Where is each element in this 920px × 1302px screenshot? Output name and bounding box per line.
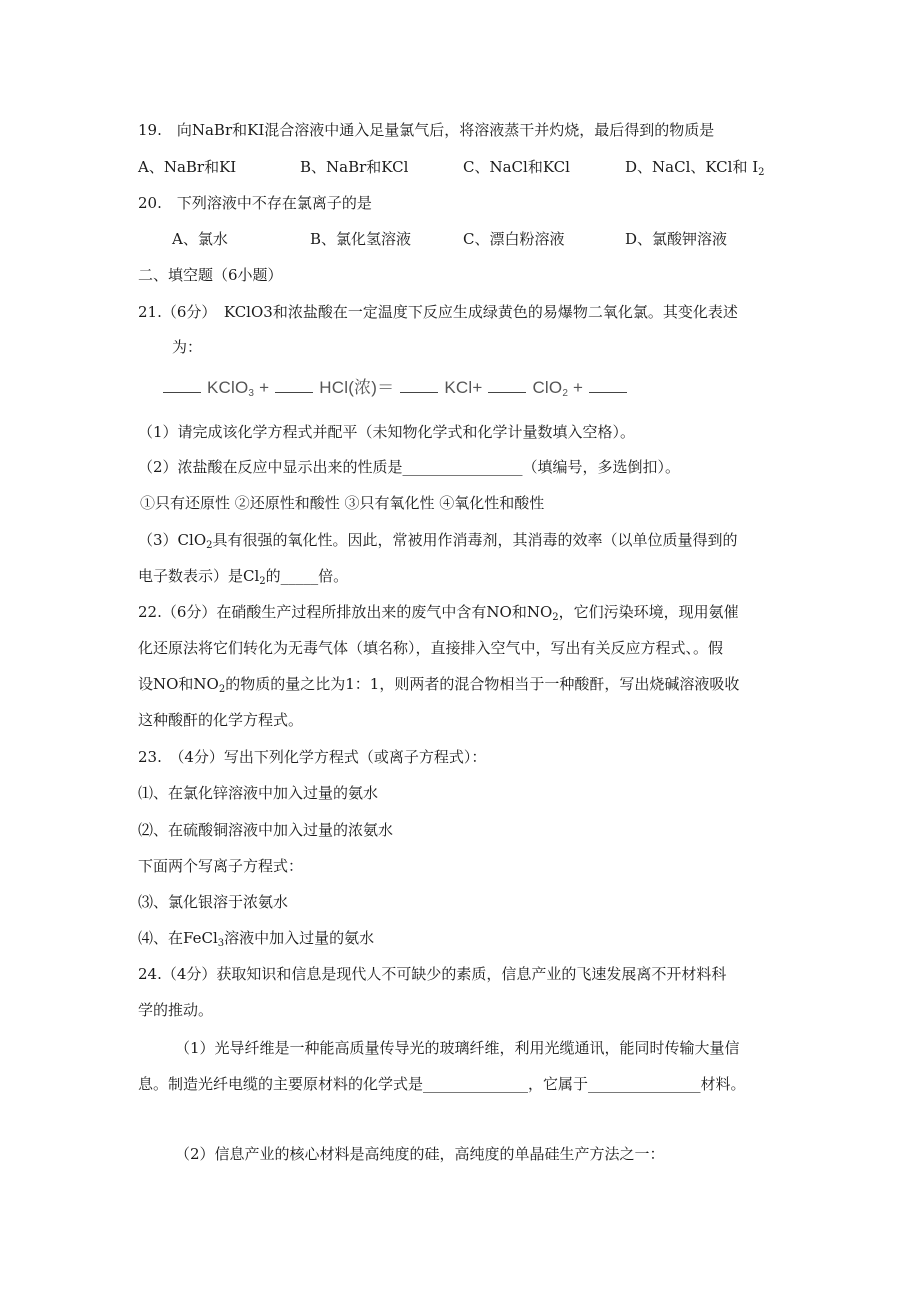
q21-part2: （2）浓盐酸在反应中显示出来的性质是________________（填编号，多选倒扣）。: [138, 458, 681, 476]
q20-option-d: D、氯酸钾溶液: [625, 230, 728, 248]
q19-option-b: B、NaBr和KCl: [300, 158, 409, 176]
q20-stem: 20. 下列溶液中不存在氯离子的是: [138, 194, 372, 212]
q23-item4: ⑷、在FeCl$_3$溶液中加入过量的氨水: [138, 929, 375, 949]
reaction-equation: KClO$_3$ + HCl(浓)＝ KCl+ ClO$_2$ +: [160, 373, 630, 399]
q22-line1: 22.（6分）在硝酸生产过程所排放出来的废气中含有NO和$NO_2$，它们污染环境，现用氨催: [138, 603, 739, 623]
q19-option-c: C、NaCl和KCl: [463, 158, 570, 176]
q19-option-d: D、NaCl、KCl和 $I_2$: [625, 158, 765, 178]
q23-item2: ⑵、在硫酸铜溶液中加入过量的浓氨水: [138, 821, 394, 839]
q22-line4: 这种酸酐的化学方程式。: [138, 711, 304, 729]
q19-stem: 19. 向NaBr和KI混合溶液中通入足量氯气后，将溶液蒸干并灼烧，最后得到的物质是: [138, 121, 715, 139]
q24-part2: （2）信息产业的核心材料是高纯度的硅，高纯度的单晶硅生产方法之一：: [175, 1145, 665, 1163]
q22-line3: 设NO和$NO_2$的物质的量之比为1：1，则两者的混合物相当于一种酸酐，写出烧碱溶液吸收: [138, 675, 740, 695]
q21-part3: （3）ClO$_2$具有很强的氧化性。因此，常被用作消毒剂，其消毒的效率（以单位质量得到的: [138, 531, 738, 551]
q22-line2: 化还原法将它们转化为无毒气体（填名称），直接排入空气中，写出有关反应方程式、。假: [138, 639, 724, 657]
q24-part1-cont: 息。制造光纤电缆的主要原材料的化学式是______________，它属于_______________材料。: [138, 1075, 746, 1093]
q21-part3-cont: 电子数表示）是$Cl_2$的_____倍。: [138, 567, 349, 587]
coef-blank[interactable]: [163, 378, 201, 393]
q20-option-a: A、氯水: [172, 230, 228, 248]
q23-item3: ⑶、氯化银溶于浓氨水: [138, 893, 289, 911]
q23-stem: 23. （4分）写出下列化学方程式（或离子方程式）：: [138, 748, 487, 766]
q20-option-c: C、漂白粉溶液: [463, 230, 565, 248]
section-title: 二、填空题（6小题）: [138, 266, 283, 284]
q23-note: 下面两个写离子方程式：: [138, 857, 304, 875]
coef-blank[interactable]: [400, 378, 438, 393]
q19-option-a: A、NaBr和KI: [138, 158, 237, 176]
q24-line1: 24.（4分）获取知识和信息是现代人不可缺少的素质，信息产业的飞速发展离不开材料科: [138, 965, 727, 983]
q20-option-b: B、氯化氢溶液: [310, 230, 412, 248]
q21-part1: （1）请完成该化学方程式并配平（未知物化学式和化学计量数填入空格）。: [138, 423, 636, 441]
coef-blank[interactable]: [488, 378, 526, 393]
q24-line2: 学的推动。: [138, 1001, 214, 1019]
q21-part2-choices: ①只有还原性 ②还原性和酸性 ③只有氧化性 ④氧化性和酸性: [140, 494, 545, 512]
coef-blank[interactable]: [589, 378, 627, 393]
q21-stem: 21.（6分） KClO3和浓盐酸在一定温度下反应生成绿黄色的易爆物二氧化氯。其变化表述: [138, 303, 738, 321]
coef-blank[interactable]: [275, 378, 313, 393]
q21-stem-cont: 为：: [172, 338, 203, 356]
q23-item1: ⑴、在氯化锌溶液中加入过量的氨水: [138, 784, 379, 802]
q24-part1: （1）光导纤维是一种能高质量传导光的玻璃纤维，利用光缆通讯，能同时传输大量信: [175, 1039, 740, 1057]
